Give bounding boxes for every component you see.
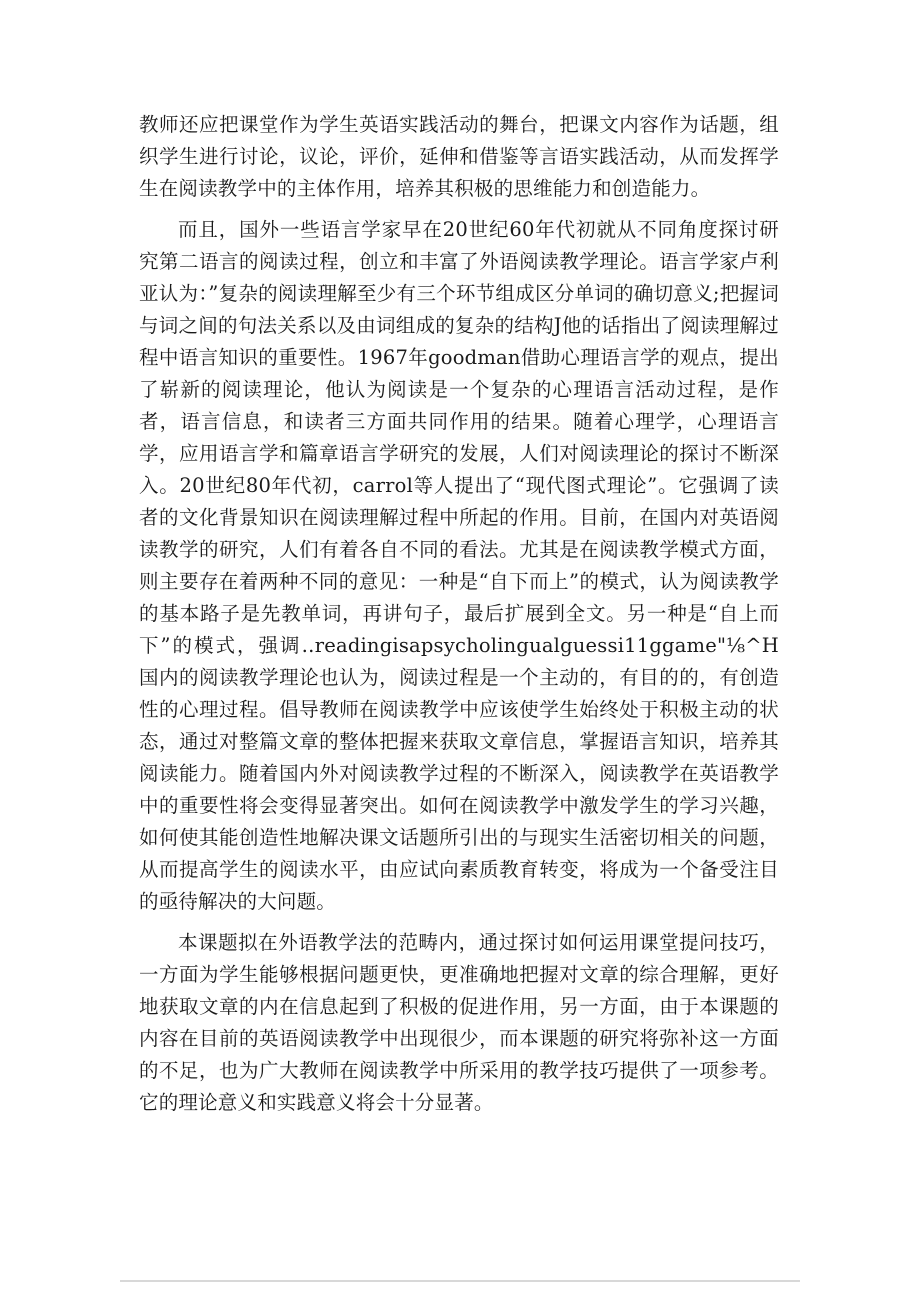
document-body (139, 109, 779, 1119)
paragraph-3: 本课题拟在外语教学法的范畴内，通过探讨如何运用课堂提问技巧，一方面为学生能够根据问题更快，更准确地把握对文章的综合理解，更好地获取文章的内在信息起到了积极的促进作用，另一方面，由于本课题的内容在目前的英语阅读教学中出现很少，而本课题的研究将弥补这一方面的不足，也为广大教师在阅读教学中所采用的教学技巧提供了一项参考。它的理论意义和实践意义将会十分显著。 (139, 931, 779, 1114)
paragraph-2: 而且，国外一些语言学家早在20世纪60年代初就从不同角度探讨研究第二语言的阅读过程，创立和丰富了外语阅读教学理论。语言学家卢利亚认为：”复杂的阅读理解至少有三个环节组成区分单词的确切意义;把握词与词之间的句法关系以及由词组成的复杂的结构J他的话指出了阅读理解过程中语言知识的重要性。1967年goodman借助心理语言学的观点，提出了崭新的阅读理论，他认为阅读是一个复杂的心理语言活动过程，是作者，语言信息，和读者三方面共同作用的结果。随着心理学，心理语言学，应用语言学和篇章语言学研究的发展，人们对阅读理论的探讨不断深入。20世纪80年代初，carrol等人提出了“现代图式理论”。它强调了读者的文化背景知识在阅读理解过程中所起的作用。目前，在国内对英语阅读教学的研究，人们有着各自不同的看法。尤其是在阅读教学模式方面，则主要存在着两种不同的意见：一种是“自下而上”的模式，认为阅读教学的基本路子是先教单词，再讲句子，最后扩展到全文。另一种是“自上而下”的模式，强调‥readingisapsycholingualguessi11ggame"⅛^H国内的阅读教学理论也认为，阅读过程是一个主动的，有目的的，有创造性的心理过程。倡导教师在阅读教学中应该使学生始终处于积极主动的状态，通过对整篇文章的整体把握来获取文章信息，掌握语言知识，培养其阅读能力。随着国内外对阅读教学过程的不断深入，阅读教学在英语教学中的重要性将会变得显著突出。如何在阅读教学中激发学生的学习兴趣，如何使其能创造性地解决课文话题所引出的与现实生活密切相关的问题，从而提高学生的阅读水平，由应试向素质教育转变，将成为一个备受注目的亟待解决的大问题。 (139, 218, 779, 913)
page-bottom-divider (120, 1280, 800, 1282)
paragraph-1: 教师还应把课堂作为学生英语实践活动的舞台，把课文内容作为话题，组织学生进行讨论，议论，评价，延伸和借鉴等言语实践活动，从而发挥学生在阅读教学中的主体作用，培养其积极的思维能力和创造能力。 (139, 113, 779, 200)
